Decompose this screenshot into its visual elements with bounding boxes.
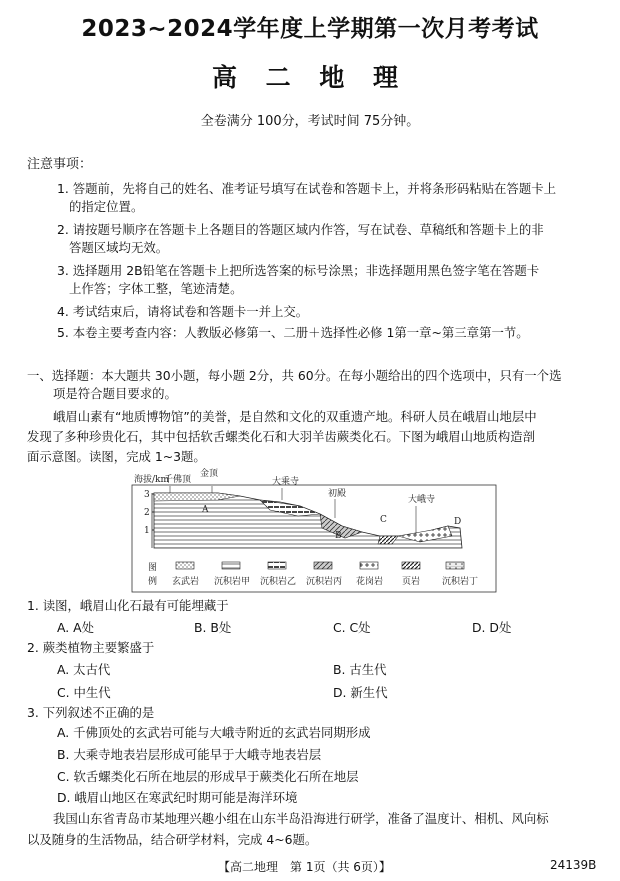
point-label: B bbox=[335, 531, 342, 541]
axis-label: 海拔/km bbox=[134, 475, 170, 485]
option: C. 中生代 bbox=[57, 685, 111, 700]
notice-line: 3. 选择题用 2B铅笔在答题卡上把所选答案的标号涂黑；非选择题用黑色签字笔在答题卡 bbox=[57, 263, 540, 278]
point-label: D bbox=[454, 517, 462, 527]
question-stem: 3. 下列叙述不正确的是 bbox=[27, 705, 155, 720]
legend bbox=[172, 562, 478, 587]
section-heading-cont: 项是符合题目要求的。 bbox=[53, 386, 177, 401]
exam-info: 全卷满分 100分，考试时间 75分钟。 bbox=[200, 114, 420, 129]
passage-line: 我国山东省青岛市某地理兴趣小组在山东半岛沿海进行研学，准备了温度计、相机、风向标 bbox=[53, 811, 549, 826]
paper-code: 24139B bbox=[550, 858, 597, 872]
y-tick-2: 2 bbox=[144, 508, 150, 518]
y-tick-3: 3 bbox=[144, 490, 150, 500]
notice-line: 答题区域均无效。 bbox=[69, 240, 169, 255]
place-label: 金顶 bbox=[200, 469, 219, 479]
option: B. B处 bbox=[194, 620, 232, 635]
passage-line: 面示意图。读图，完成 1~3题。 bbox=[27, 449, 206, 464]
page-footer: 【高二地理 第 1页（共 6页）】 bbox=[218, 860, 391, 874]
option: B. 古生代 bbox=[333, 662, 387, 677]
legend-swatch bbox=[268, 562, 286, 569]
notice-line: 1. 答题前，先将自己的姓名、准考证号填写在试卷和答题卡上，并将条形码粘贴在答题卡上 bbox=[57, 181, 556, 196]
place-label: 大乘寺 bbox=[272, 477, 300, 487]
notice-line: 的指定位置。 bbox=[69, 199, 144, 214]
subject-title: 高 二 地 理 bbox=[211, 63, 409, 92]
notice-line: 4. 考试结束后，请将试卷和答题卡一并上交。 bbox=[57, 304, 309, 319]
geologic-section-figure bbox=[130, 466, 498, 594]
place-label: 初殿 bbox=[328, 489, 347, 499]
legend-swatch bbox=[360, 562, 378, 569]
option: D. 峨眉山地区在寒武纪时期可能是海洋环境 bbox=[57, 790, 298, 805]
y-tick-1: 1 bbox=[144, 526, 150, 536]
notice-heading: 注意事项： bbox=[27, 157, 93, 172]
notice-line: 上作答；字体工整，笔迹清楚。 bbox=[69, 281, 243, 296]
legend-label: 玄武岩 bbox=[172, 577, 200, 587]
legend-label: 沉积岩丙 bbox=[306, 577, 343, 587]
passage-line: 以及随身的生活物品，结合研学材料，完成 4~6题。 bbox=[27, 832, 318, 847]
section-heading: 一、选择题：本大题共 30小题，每小题 2分，共 60分。在每小题给出的四个选项中，只有一个选 bbox=[27, 368, 562, 383]
option: A. 太古代 bbox=[57, 662, 111, 677]
legend-title: 例 bbox=[148, 577, 158, 587]
question-stem: 1. 读图，峨眉山化石最有可能埋藏于 bbox=[27, 598, 229, 613]
option: C. C处 bbox=[333, 620, 371, 635]
legend-label: 沉积岩丁 bbox=[442, 577, 479, 587]
legend-swatch bbox=[402, 562, 420, 569]
legend-label: 花岗岩 bbox=[356, 577, 384, 587]
legend-label: 页岩 bbox=[402, 577, 421, 587]
legend-label: 沉积岩甲 bbox=[214, 577, 251, 587]
point-label: A bbox=[202, 505, 209, 515]
legend-swatch bbox=[446, 562, 464, 569]
legend-title: 图 bbox=[148, 563, 158, 573]
option: C. 软舌螺类化石所在地层的形成早于蕨类化石所在地层 bbox=[57, 769, 359, 784]
option: D. 新生代 bbox=[333, 685, 388, 700]
place-label: 大峨寺 bbox=[408, 495, 436, 505]
legend-swatch bbox=[222, 562, 240, 569]
notice-line: 5. 本卷主要考查内容：人教版必修第一、二册＋选择性必修 1第一章~第三章第一节。 bbox=[57, 325, 529, 340]
option: A. A处 bbox=[57, 620, 95, 635]
legend-swatch bbox=[314, 562, 332, 569]
legend-label: 沉积岩乙 bbox=[260, 577, 297, 587]
option: B. 大乘寺地表岩层形成可能早于大峨寺地表岩层 bbox=[57, 747, 322, 762]
option: A. 千佛顶处的玄武岩可能与大峨寺附近的玄武岩同期形成 bbox=[57, 725, 371, 740]
notice-line: 2. 请按题号顺序在答题卡上各题目的答题区域内作答，写在试卷、草稿纸和答题卡上的非 bbox=[57, 222, 544, 237]
passage-line: 峨眉山素有“地质博物馆”的美誉，是自然和文化的双重遗产地。科研人员在峨眉山地层中 bbox=[53, 409, 537, 424]
question-stem: 2. 蕨类植物主要繁盛于 bbox=[27, 640, 155, 655]
option: D. D处 bbox=[472, 620, 512, 635]
legend-swatch bbox=[176, 562, 194, 569]
place-label: 千佛顶 bbox=[164, 475, 192, 485]
point-label: C bbox=[380, 515, 387, 525]
passage-line: 发现了多种珍贵化石，其中包括软舌螺类化石和大羽羊齿蕨类化石。下图为峨眉山地质构造剖 bbox=[27, 429, 536, 444]
exam-title: 2023~2024学年度上学期第一次月考考试 bbox=[81, 16, 539, 42]
